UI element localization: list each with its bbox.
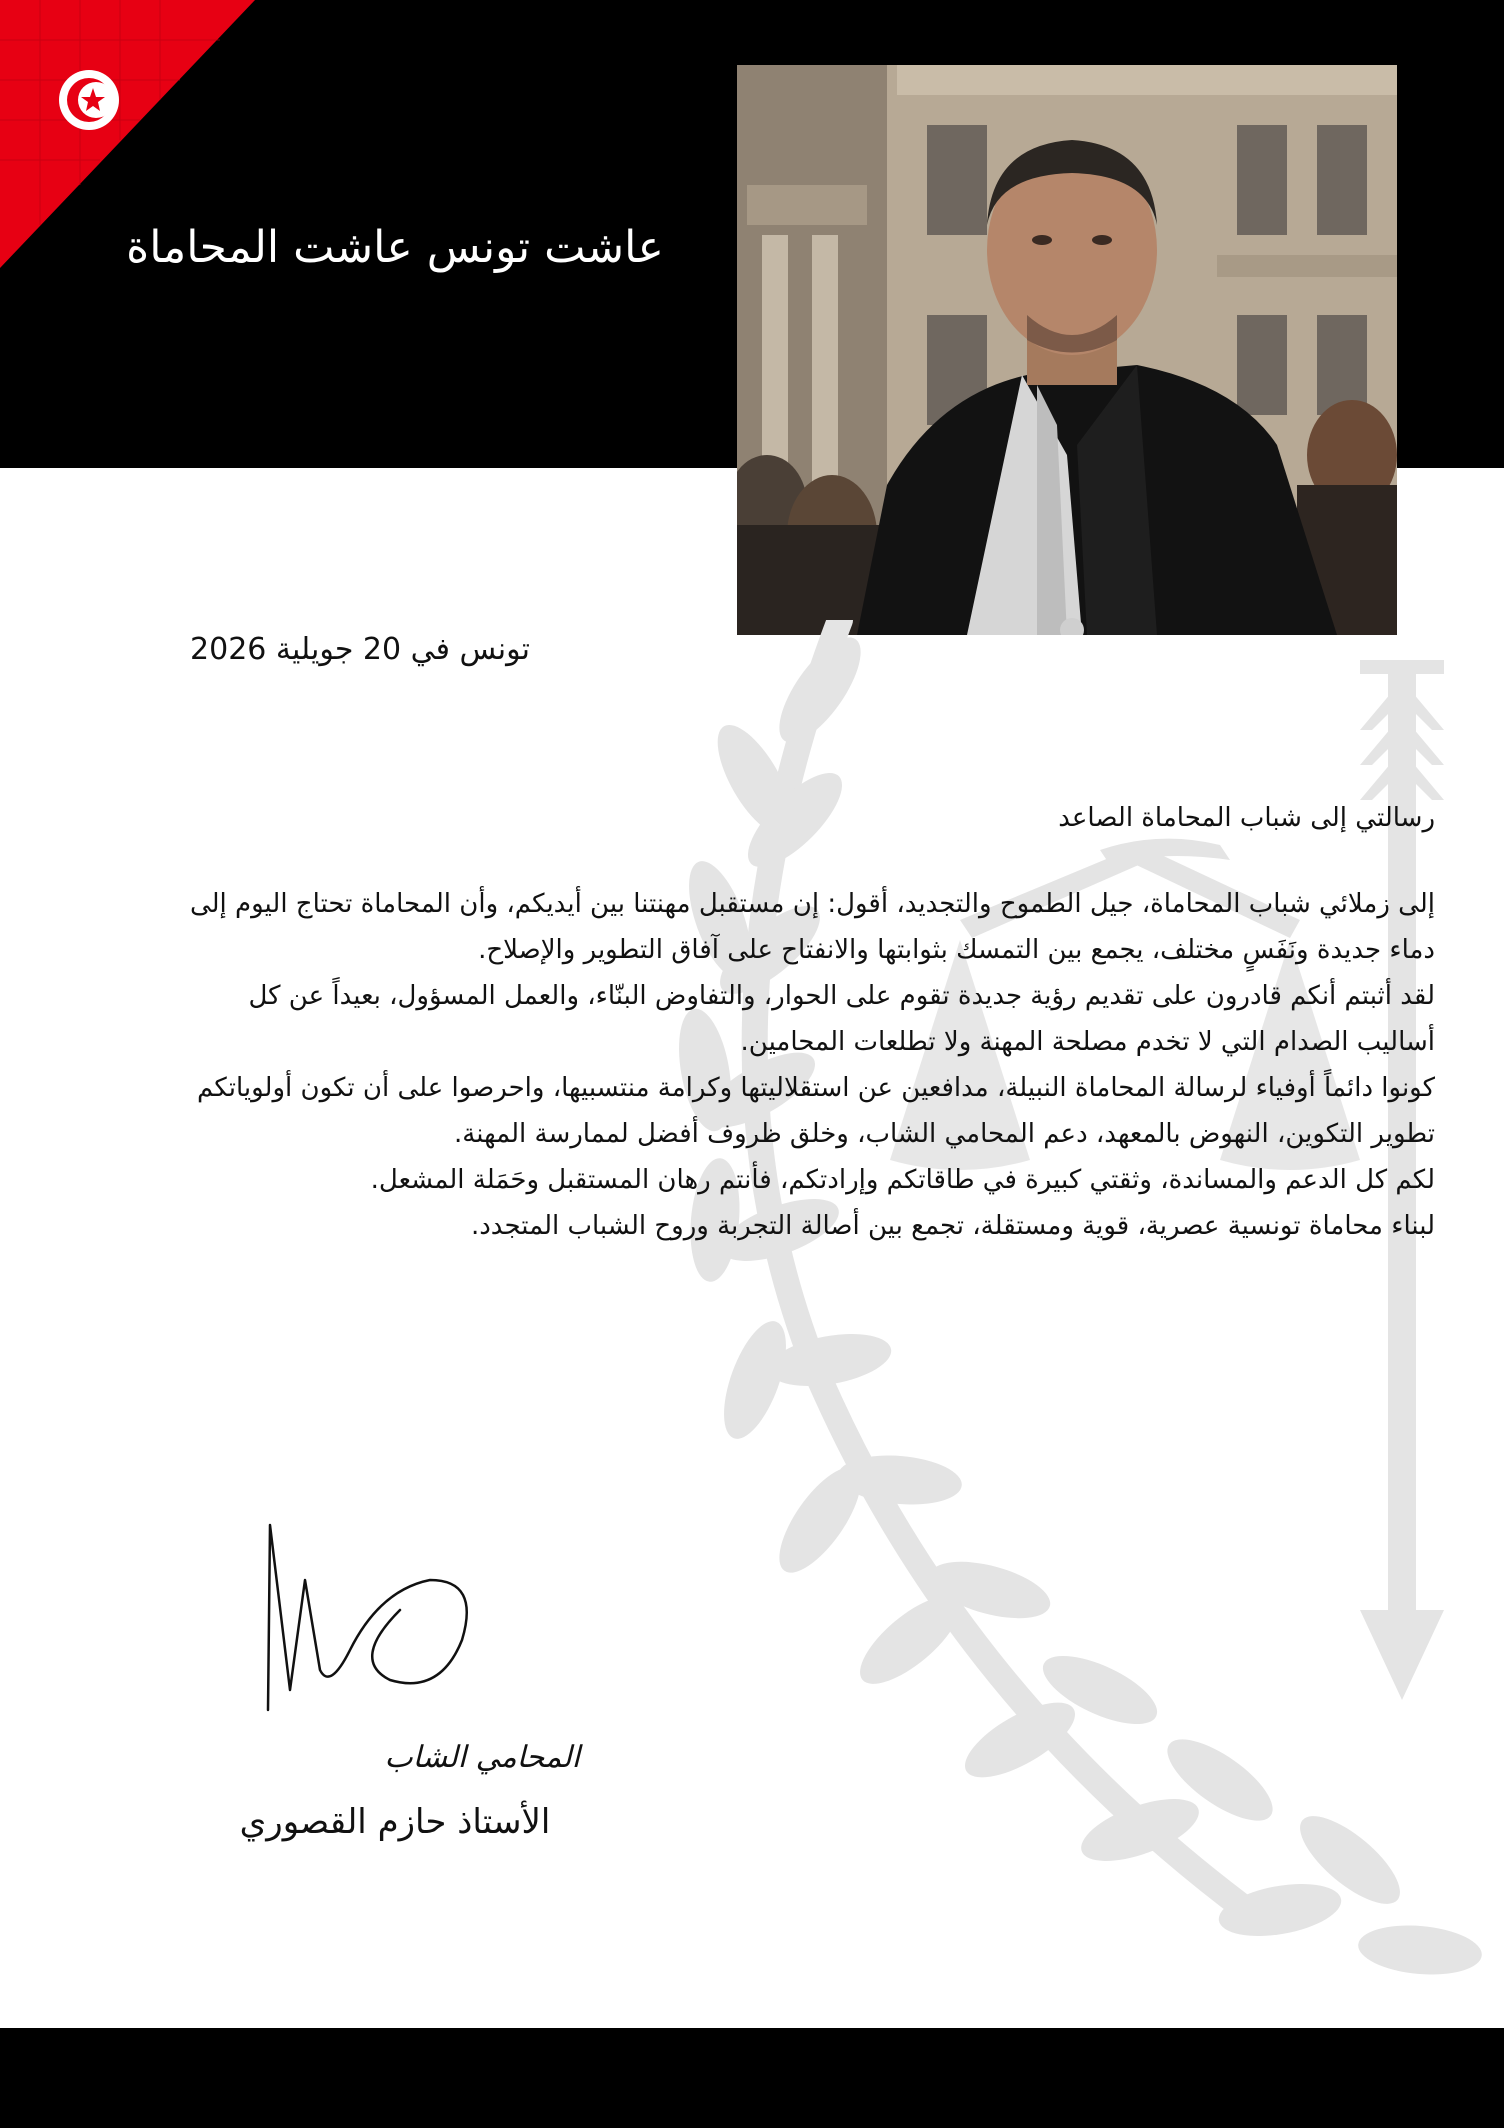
letter-paragraph-1: إلى زملائي شباب المحاماة، جيل الطموح والتجديد، أقول: إن مستقبل مهنتنا بين أيديكم، وأن المحاماة تحتاج اليوم إلى دماء جديدة ونَفَسٍ مختلف، يجمع بين التمسك بثوابتها والانفتاح على آفاق التطوير والإصلاح. bbox=[189, 889, 1435, 965]
letter-paragraph-2: لقد أثبتم أنكم قادرون على تقديم رؤية جديدة تقوم على الحوار، والتفاوض البنّاء، والعمل المسؤول، بعيداً عن كل أساليب الصدام التي لا تخدم مصلحة المهنة ولا تطلعات المحامين. bbox=[248, 981, 1435, 1057]
letter-date: تونس في 20 جويلية 2026 bbox=[190, 632, 530, 667]
letter-paragraph-5: لبناء محاماة تونسية عصرية، قوية ومستقلة، تجمع بين أصالة التجربة وروح الشباب المتجدد. bbox=[470, 1211, 1435, 1241]
letter-body bbox=[180, 795, 1435, 1249]
footer-band bbox=[0, 2028, 1504, 2128]
lawyer-portrait bbox=[737, 65, 1397, 635]
header-title: عاشت تونس عاشت المحاماة bbox=[126, 222, 664, 273]
letter-paragraph-4: لكم كل الدعم والمساندة، وثقتي كبيرة في طاقاتكم وإرادتكم، فأنتم رهان المستقبل وحَمَلة المشعل. bbox=[370, 1165, 1435, 1195]
letter-paragraph-3: كونوا دائماً أوفياء لرسالة المحاماة النبيلة، مدافعين عن استقلاليتها وكرامة منتسبيها، واحرصوا على أن تكون أولوياتكم تطوير التكوين، النهوض بالمعهد، دعم المحامي الشاب، وخلق ظروف أفضل لممارسة المهنة. bbox=[197, 1073, 1435, 1149]
handwritten-signature bbox=[250, 1520, 480, 1715]
letter-greeting: رسالتي إلى شباب المحاماة الصاعد bbox=[1058, 803, 1435, 833]
signature-role: المحامي الشاب bbox=[384, 1740, 580, 1775]
signature-name: الأستاذ حازم القصوري bbox=[239, 1802, 551, 1842]
